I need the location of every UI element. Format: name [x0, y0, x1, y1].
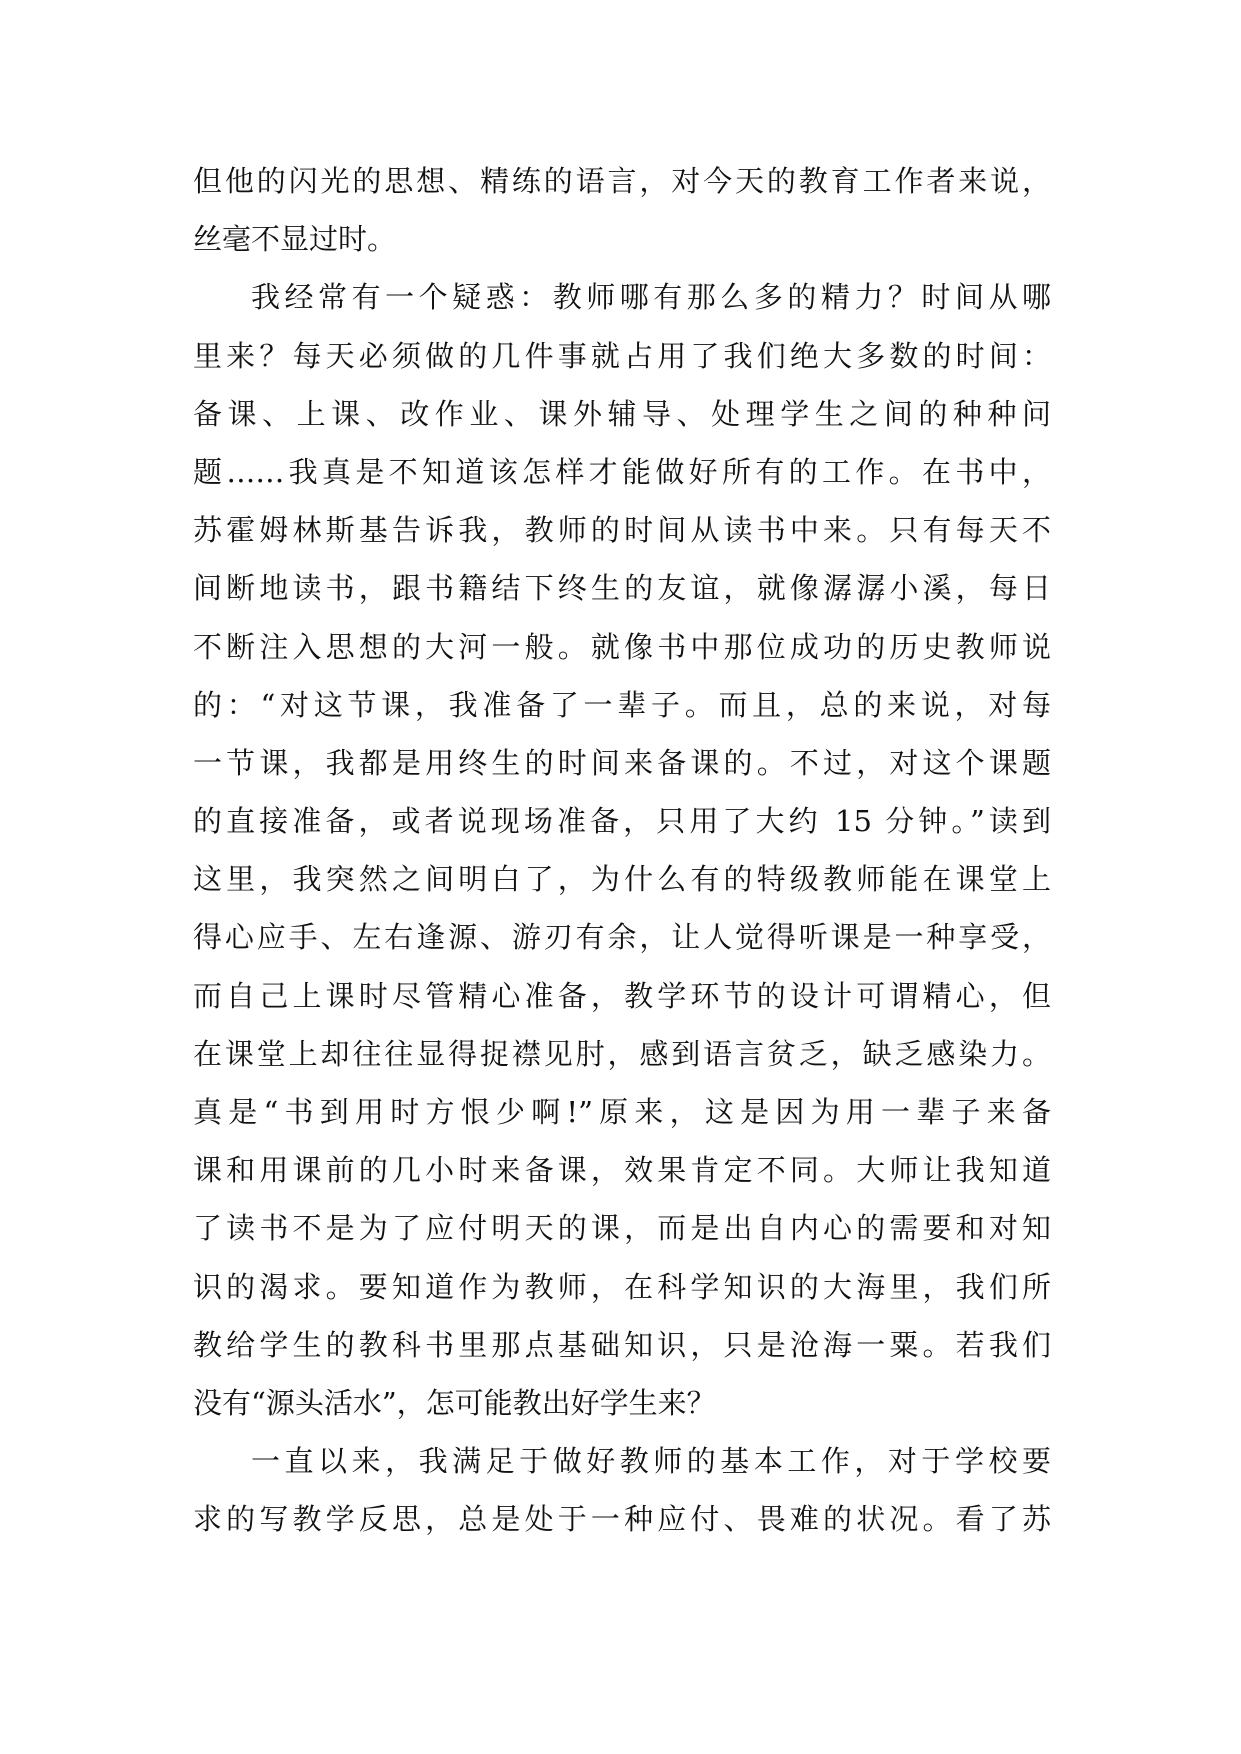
text-line: 得心应手、左右逢源、游刃有余，让人觉得听课是一种享受，: [193, 920, 1051, 955]
text-line: 的：“对这节课，我准备了一辈子。而且，总的来说，对每: [193, 687, 1051, 722]
text-line: 间断地读书，跟书籍结下终生的友谊，就像潺潺小溪，每日: [193, 571, 1051, 606]
text-line: 真是“书到用时方恨少啊!”原来，这是因为用一辈子来备: [193, 1095, 1051, 1129]
body-text: [193, 152, 1051, 1549]
text-line: 识的渴求。要知道作为教师，在科学知识的大海里，我们所: [193, 1269, 1051, 1304]
text-line: 备课、上课、改作业、课外辅导、处理学生之间的种种问: [193, 396, 1051, 431]
text-line: 我经常有一个疑惑：教师哪有那么多的精力？时间从哪: [251, 280, 1051, 315]
text-line: 苏霍姆林斯基告诉我，教师的时间从读书中来。只有每天不: [193, 513, 1051, 548]
text-line: 不断注入思想的大河一般。就像书中那位成功的历史教师说: [193, 629, 1051, 664]
text-line: 教给学生的教科书里那点基础知识，只是沧海一粟。若我们: [193, 1327, 1051, 1362]
text-line: 课和用课前的几小时来备课，效果肯定不同。大师让我知道: [193, 1153, 1051, 1188]
text-line: 没有“源头活水”，怎可能教出好学生来？: [193, 1385, 716, 1420]
text-line: 但他的闪光的思想、精练的语言，对今天的教育工作者来说，: [193, 164, 1051, 198]
text-line: 在课堂上却往往显得捉襟见肘，感到语言贫乏，缺乏感染力。: [193, 1036, 1051, 1071]
text-line: 丝毫不显过时。: [193, 222, 397, 257]
text-line: 而自己上课时尽管精心准备，教学环节的设计可谓精心，但: [193, 978, 1051, 1013]
text-line: 题……我真是不知道该怎样才能做好所有的工作。在书中，: [193, 454, 1051, 489]
text-line: 一节课，我都是用终生的时间来备课的。不过，对这个课题: [193, 745, 1051, 780]
text-line: 求的写教学反思，总是处于一种应付、畏难的状况。看了苏: [193, 1502, 1051, 1537]
text-line: 一直以来，我满足于做好教师的基本工作，对于学校要: [251, 1444, 1051, 1479]
text-line: 了读书不是为了应付明天的课，而是出自内心的需要和对知: [193, 1211, 1051, 1246]
text-line: 这里，我突然之间明白了，为什么有的特级教师能在课堂上: [193, 862, 1051, 897]
text-line: 里来？每天必须做的几件事就占用了我们绝大多数的时间：: [193, 338, 1051, 373]
text-line: 的直接准备，或者说现场准备，只用了大约 15 分钟。”读到: [193, 804, 1051, 839]
